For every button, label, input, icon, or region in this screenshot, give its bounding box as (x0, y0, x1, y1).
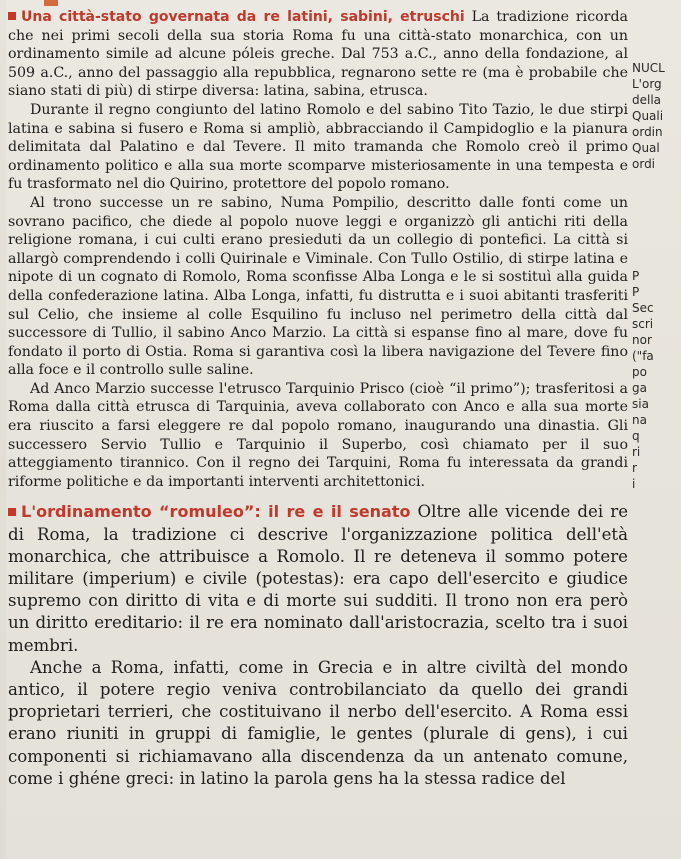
section1-paragraph3 (8, 194, 628, 380)
sidebar-line: scri (632, 317, 654, 331)
section1-p2-text: Durante il regno congiunto del latino Romolo e del sabino Tito Tazio, le due stirpi latina e sabina si fusero e Roma si ampliò, abbracciando il Campidoglio e la pianura delimitata dal Palatino e dal Tevere. Il mito tramanda che Romolo creò il primo ordinamento politico e alla sua morte scomparve misteriosamente in una tempesta e fu trasformato nel dio Quirino, protettore del popolo romano. (8, 101, 628, 193)
sidebar-line (632, 252, 681, 268)
page-edge (0, 0, 6, 859)
sidebar-line: sia (632, 397, 649, 411)
section1-paragraph4 (8, 380, 628, 492)
corner-tab-mark (44, 0, 58, 6)
sidebar-line: ("fa (632, 349, 654, 363)
section1-p3-text: Al trono successe un re sabino, Numa Pompilio, descritto dalle fonti come un sovrano pacifico, che diede al popolo nuove leggi e organizzò gli antichi riti della religione romana, i cui culti erano presieduti da un collegio di pontefici. La città si allargò comprendendo i colli Quirinale e Viminale. Con Tullo Ostilio, di stirpe latina e nipote di un cognato di Romolo, Roma sconfisse Alba Longa e le si sostituì alla guida della confederazione latina. Alba Longa, infatti, fu distrutta e i suoi abitanti trasferiti sul Celio, che insieme al colle Esquilino fu incluso nel perimetro della città dal successore di Tullio, il sabino Anco Marzio. La città si espanse fino al mare, dove fu fondato il porto di Ostia. Roma si garantiva così la libera navigazione del Tevere fino alla foce e il controllo sulle saline. (8, 194, 628, 379)
section1-paragraph2 (8, 101, 628, 194)
section2-paragraph2 (8, 657, 628, 790)
section2-paragraph1 (8, 501, 628, 656)
sidebar-line: P (632, 269, 640, 283)
main-text-column (8, 8, 628, 790)
sidebar-line: ordi (632, 157, 656, 171)
sidebar-line (632, 220, 681, 236)
sidebar-line: po (632, 365, 647, 379)
sidebar-line: r (632, 461, 637, 475)
sidebar-line (632, 188, 681, 204)
heading-bullet-icon (8, 12, 16, 20)
sidebar-line: della (632, 93, 662, 107)
section2-heading (8, 502, 410, 521)
section2-title: L'ordinamento “romuleo”: il re e il senato (21, 502, 411, 522)
section2-p1-text: Oltre alle vicende dei re di Roma, la tradizione ci descrive l'organizzazione politica dell'età monarchica, che attribuisce a Romolo. Il re deteneva il sommo potere militare (imperium) e civile (potestas): era capo dell'esercito e giudice supremo con diritto di vita e di morte sui sudditi. Il trono non era però un diritto ereditario: il re era nominato dall'aristocrazia, scelto tra i suoi membri. (8, 502, 629, 655)
sidebar-line: NUCL (632, 61, 665, 75)
sidebar-line: na (632, 413, 647, 427)
section1-p4-text: Ad Anco Marzio successe l'etrusco Tarquinio Prisco (cioè “il primo”); trasferitosi a Roma dalla città etrusca di Tarquinia, aveva collaborato con Anco e alla sua morte era riuscito a farsi eleggere re dal popolo romano, inaugurando una dinastia. Gli successero Servio Tullio e Tarquinio il Superbo, così chiamato per il suo atteggiamento tirannico. Con il regno dei Tarquini, Roma fu interessata da grandi riforme politiche e da importanti interventi architettonici. (8, 380, 628, 490)
section2 (8, 501, 628, 790)
heading-bullet-icon (8, 508, 16, 516)
sidebar-line (632, 204, 681, 220)
sidebar-line: i (632, 477, 636, 491)
sidebar-line (632, 172, 681, 188)
sidebar-line: L'org (632, 77, 662, 91)
sidebar-line: Qual (632, 141, 660, 155)
sidebar-line: Quali (632, 109, 664, 123)
sidebar-line: P (632, 285, 640, 299)
section1-paragraph1 (8, 8, 628, 101)
sidebar-line: ordin (632, 125, 663, 139)
section1-p1-text: La tradizione ricorda che nei primi secoli della sua storia Roma fu una città-stato monarchica, con un ordinamento simile ad alcune póleis greche. Dal 753 a.C., anno della fondazione, al 509 a.C., anno del passaggio alla repubblica, regnarono sette re (ma è probabile che siano stati di più) di stirpe diversa: latina, sabina, etrusca. (8, 9, 629, 100)
section1-heading (8, 9, 465, 25)
section2-p2-text: Anche a Roma, infatti, come in Grecia e in altre civiltà del mondo antico, il potere regio veniva controbilanciato da quello dei grandi proprietari terrieri, che costituivano il nerbo dell'esercito. A Roma essi erano riuniti in gruppi di famiglie, le gentes (plurale di gens), i cui componenti si richiamavano alla discendenza da un antenato comune, come i ghéne greci: in latino la parola gens ha la stessa radice del (8, 657, 628, 788)
sidebar-line: ga (632, 381, 647, 395)
sidebar-line: ri (632, 445, 641, 459)
sidebar-line: Sec (632, 301, 654, 315)
sidebar-line (632, 236, 681, 252)
sidebar-line: nor (632, 333, 652, 347)
sidebar-line: q (632, 429, 640, 443)
section1-title: Una città-stato governata da re latini, sabini, etruschi (21, 9, 465, 25)
sidebar-glossary-cutoff (632, 60, 681, 492)
